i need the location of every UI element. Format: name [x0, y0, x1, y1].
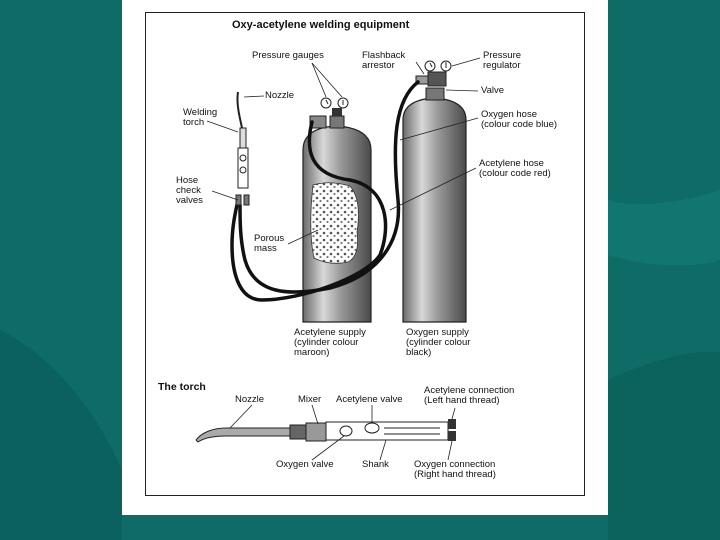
- label-oxygen-connection: Oxygen connection (Right hand thread): [414, 459, 496, 480]
- label-shank: Shank: [362, 459, 389, 470]
- label-welding-torch: Welding torch: [183, 107, 218, 128]
- label-acetylene-supply: Acetylene supply (cylinder colour maroon): [294, 327, 366, 358]
- label-oxygen-valve: Oxygen valve: [276, 459, 334, 470]
- label-torch-nozzle: Nozzle: [235, 394, 265, 405]
- label-pressure-gauges: Pressure gauges: [252, 50, 324, 61]
- label-nozzle: Nozzle: [265, 90, 295, 101]
- label-porous-mass: Porous mass: [254, 233, 285, 254]
- label-hose-check-valves: Hose check valves: [176, 175, 203, 206]
- label-acetylene-valve: Acetylene valve: [336, 394, 403, 405]
- label-flashback-arrestor: Flashback arrestor: [362, 50, 406, 71]
- oxygen-cylinder: [403, 61, 466, 322]
- page-title: Oxy-acetylene welding equipment: [232, 19, 410, 31]
- label-pressure-regulator: Pressure regulator: [483, 50, 522, 71]
- welding-torch: [236, 92, 249, 205]
- label-oxygen-supply: Oxygen supply (cylinder colour black): [406, 327, 471, 358]
- label-acetylene-connection: Acetylene connection (Left hand thread): [424, 385, 515, 406]
- acetylene-cylinder: [303, 98, 371, 322]
- label-mixer: Mixer: [298, 394, 322, 405]
- label-valve: Valve: [481, 85, 505, 96]
- torch-section-title: The torch: [158, 381, 206, 393]
- label-oxygen-hose: Oxygen hose (colour code blue): [481, 109, 558, 130]
- label-acetylene-hose: Acetylene hose (colour code red): [479, 158, 551, 179]
